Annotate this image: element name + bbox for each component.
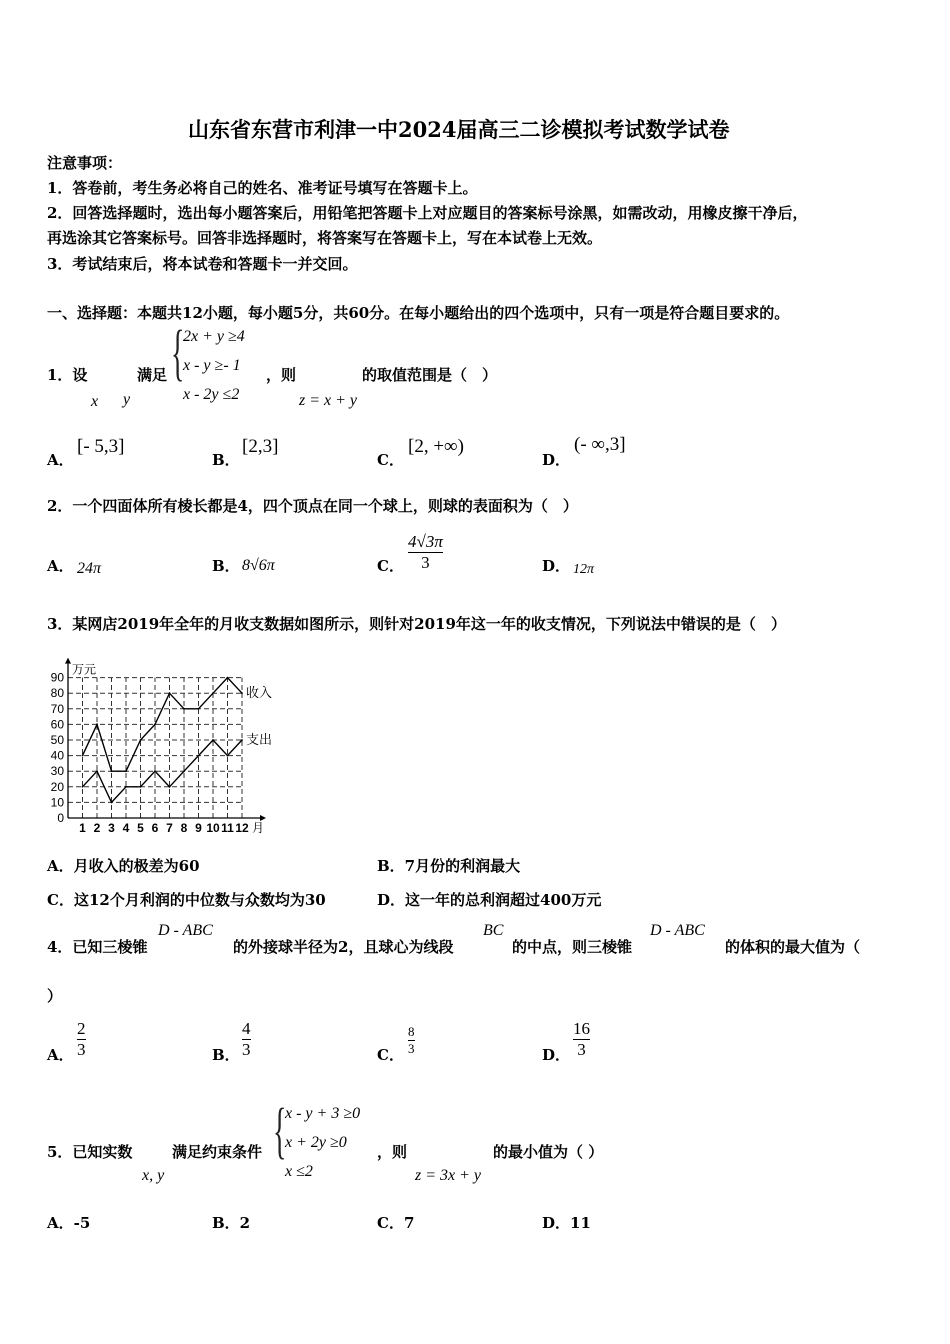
q5-ineq-3: x ≤2 — [285, 1163, 313, 1180]
q2-label-d: D． — [542, 557, 571, 575]
q4-option-c — [408, 1024, 415, 1057]
x-axis-label: 月 — [252, 821, 265, 835]
chart-legend — [246, 685, 272, 747]
q1-label-a: A． — [47, 451, 74, 469]
q4-option-c-den: 3 — [408, 1041, 415, 1056]
q4-option-b — [242, 1019, 251, 1060]
data-point — [111, 802, 113, 804]
q2-option-c-num: 4√3π — [408, 532, 443, 551]
q5-option-c: C．7 — [377, 1214, 415, 1232]
y-tick-label: 0 — [57, 811, 64, 825]
q1-stem-3: ，则 — [266, 366, 297, 384]
y-tick-label: 20 — [50, 779, 64, 794]
q1-option-a: [- 5,3] — [77, 436, 125, 457]
q2-option-b: 8√6π — [242, 557, 275, 574]
q4-label-a: A． — [47, 1046, 74, 1064]
data-point — [96, 724, 98, 726]
q4-option-a — [77, 1019, 86, 1060]
q2-label-c: C． — [377, 557, 404, 575]
q5-brace: { — [273, 1097, 287, 1165]
y-axis-arrow — [65, 658, 71, 664]
q5-ineq-2: x + 2y ≥0 — [285, 1134, 347, 1151]
x-tick-label: 5 — [137, 821, 144, 835]
q1-option-d: (- ∞,3] — [574, 434, 626, 455]
q2-label-b: B． — [212, 557, 240, 575]
chart-grid — [68, 678, 242, 818]
x-tick-label: 9 — [195, 821, 202, 835]
q1-stem-1: 1．设 — [47, 366, 88, 384]
data-point — [169, 786, 171, 788]
q1-stem-2: 满足 — [137, 366, 168, 384]
q2-option-d: 12π — [573, 562, 595, 577]
q5-stem-4: 的最小值为（ ） — [493, 1143, 604, 1161]
q1-z: z = x + y — [299, 392, 358, 409]
x-tick-label: 1 — [79, 821, 86, 835]
q3-option-d: D．这一年的总利润超过400万元 — [377, 891, 602, 909]
q5-option-d: D．11 — [542, 1214, 591, 1232]
data-point — [154, 724, 156, 726]
notice-item-1: 1．答卷前，考生务必将自己的姓名、准考证号填写在答题卡上。 — [47, 179, 478, 197]
q1-ineq-3: x - 2y ≤2 — [183, 386, 240, 403]
notice-heading: 注意事项： — [47, 154, 123, 172]
q2-label-a: A． — [47, 557, 74, 575]
x-tick-label: 11 — [221, 821, 234, 835]
data-point — [183, 770, 185, 772]
q4-bc: BC — [483, 922, 504, 939]
y-tick-label: 80 — [50, 686, 64, 701]
q4-stem-2: 的外接球半径为2，且球心为线段 — [233, 938, 454, 956]
y-tick-label: 50 — [50, 733, 64, 747]
data-point — [82, 755, 84, 757]
data-point — [111, 770, 113, 772]
q3-option-b: B．7月份的利润最大 — [377, 857, 521, 875]
q1-option-c: [2, +∞) — [408, 436, 464, 457]
q4-option-a-num: 2 — [77, 1019, 86, 1038]
q4-stem-cont: ） — [47, 987, 63, 1005]
q1-label-b: B． — [212, 451, 240, 469]
x-tick-label: 4 — [122, 821, 130, 835]
notice-item-2-cont: 再选涂其它答案标号。回答非选择题时，将答案写在答题卡上，写在本试卷上无效。 — [47, 229, 603, 247]
q3-chart — [40, 650, 300, 835]
q2-option-c-den: 3 — [421, 553, 430, 572]
series-line-0 — [83, 678, 243, 772]
q5-z: z = 3x + y — [415, 1167, 482, 1184]
section-heading: 一、选择题：本题共12小题，每小题5分，共60分。在每小题给出的四个选项中，只有一项是符合题目要求的。 — [47, 304, 790, 322]
data-point — [82, 786, 84, 788]
notice-item-2: 2．回答选择题时，选出每小题答案后，用铅笔把答题卡上对应题目的答案标号涂黑，如需改动，用橡皮擦干净后， — [47, 204, 808, 222]
q4-dabc-2: D - ABC — [650, 922, 705, 939]
data-point — [212, 692, 214, 694]
data-point — [140, 786, 142, 788]
q5-ineq-1: x - y + 3 ≥0 — [285, 1105, 361, 1122]
q5-xy: x, y — [142, 1167, 165, 1184]
q2-option-c — [408, 532, 443, 573]
q4-option-b-num: 4 — [242, 1019, 251, 1038]
y-axis-label: 万元 — [72, 662, 97, 677]
x-tick-label: 10 — [206, 821, 220, 835]
data-point — [125, 770, 127, 772]
data-point — [96, 770, 98, 772]
y-tick-label: 40 — [50, 748, 64, 763]
q4-option-d-den: 3 — [577, 1040, 586, 1059]
q2-stem: 2．一个四面体所有棱长都是4，四个顶点在同一个球上，则球的表面积为（ ） — [47, 497, 578, 515]
x-tick-label: 7 — [166, 821, 173, 835]
q4-label-c: C． — [377, 1046, 404, 1064]
y-tick-label: 90 — [50, 670, 64, 685]
y-tick-label: 60 — [50, 717, 64, 732]
q3-stem: 3．某网店2019年全年的月收支数据如图所示，则针对2019年这一年的收支情况，下列说法中错误的是（ ） — [47, 615, 786, 633]
q1-var-x: x — [91, 393, 99, 410]
y-tick-label: 10 — [50, 795, 64, 810]
q2-option-a: 24π — [77, 560, 102, 577]
q1-var-y: y — [123, 391, 131, 408]
q4-stem-3: 的中点，则三棱锥 — [512, 938, 633, 956]
q4-label-d: D． — [542, 1046, 571, 1064]
q4-option-d — [573, 1019, 590, 1060]
data-point — [169, 692, 171, 694]
q4-option-d-num: 16 — [573, 1019, 590, 1038]
data-point — [241, 692, 243, 694]
q3-option-a: A．月收入的极差为60 — [47, 857, 200, 875]
q5-stem-1: 5．已知实数 — [47, 1143, 133, 1161]
notice-item-3: 3．考试结束后，将本试卷和答题卡一并交回。 — [47, 255, 358, 273]
q1-ineq-2: x - y ≥- 1 — [183, 357, 241, 374]
q1-label-d: D． — [542, 451, 571, 469]
x-tick-label: 3 — [108, 821, 115, 835]
q3-option-c: C．这12个月利润的中位数与众数均为30 — [47, 891, 326, 909]
q1-ineq-1: 2x + y ≥4 — [183, 328, 245, 345]
series-line-1 — [83, 740, 243, 802]
x-tick-label: 8 — [180, 821, 188, 835]
q1-option-b: [2,3] — [242, 436, 279, 457]
q4-label-b: B． — [212, 1046, 240, 1064]
q4-option-b-den: 3 — [242, 1040, 251, 1059]
data-point — [154, 770, 156, 772]
x-tick-label: 6 — [151, 821, 159, 835]
q4-dabc-1: D - ABC — [158, 922, 213, 939]
data-point — [227, 755, 229, 757]
q1-stem-4: 的取值范围是（ ） — [362, 366, 498, 384]
data-point — [212, 739, 214, 741]
data-point — [125, 786, 127, 788]
q5-option-b: B．2 — [212, 1214, 251, 1232]
q4-option-c-num: 8 — [408, 1024, 415, 1039]
page-title: 山东省东营市利津一中2024届高三二诊模拟考试数学试卷 — [188, 117, 730, 142]
q5-option-a: A．-5 — [47, 1214, 91, 1232]
q4-stem-4: 的体积的最大值为（ — [725, 938, 861, 956]
y-tick-label: 70 — [50, 701, 64, 716]
x-tick-label: 2 — [93, 821, 101, 835]
q1-brace: { — [171, 319, 185, 387]
x-tick-label: 12 — [235, 821, 249, 835]
data-point — [241, 739, 243, 741]
q4-stem-1: 4．已知三棱锥 — [47, 938, 148, 956]
data-point — [198, 708, 200, 710]
y-tick-label: 30 — [50, 764, 64, 779]
data-point — [183, 708, 185, 710]
q5-stem-3: ，则 — [377, 1143, 408, 1161]
chart-lines — [82, 677, 243, 804]
chart-axes — [65, 658, 266, 821]
data-point — [198, 755, 200, 757]
q4-option-a-den: 3 — [77, 1040, 86, 1059]
q1-label-c: C． — [377, 451, 404, 469]
q5-stem-2: 满足约束条件 — [172, 1143, 263, 1161]
data-point — [140, 739, 142, 741]
legend-label-1: 支出 — [246, 732, 273, 747]
data-point — [227, 677, 229, 679]
legend-label-0: 收入 — [246, 685, 273, 701]
